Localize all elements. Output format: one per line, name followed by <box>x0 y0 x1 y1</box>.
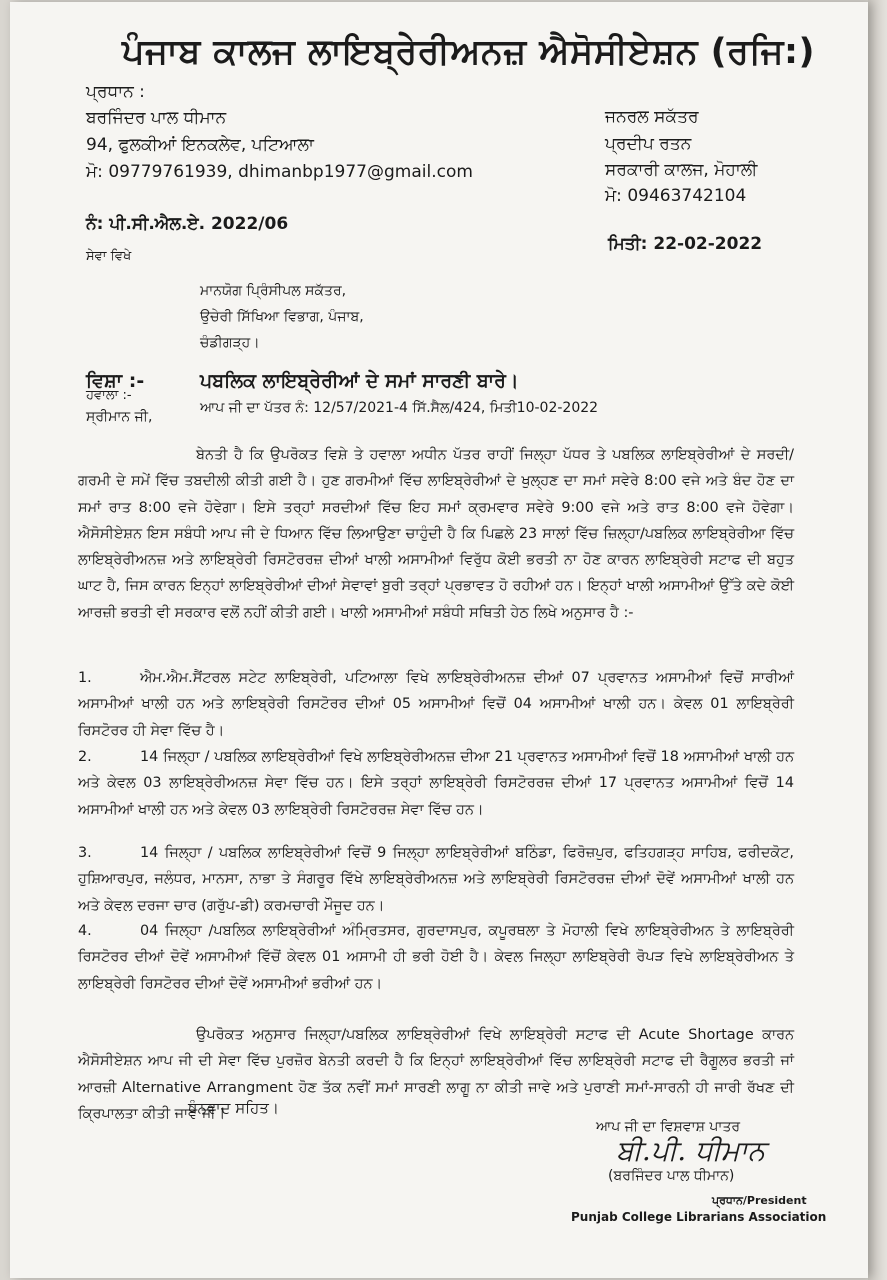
list-item-number: 1. <box>78 670 92 686</box>
list-item-text: ਐਮ.ਐਮ.ਸੈਂਟਰਲ ਸਟੇਟ ਲਾਇਬ੍ਰੇਰੀ, ਪਟਿਆਲਾ ਵਿਖੇ ਲਾਇਬ੍ਰੇਰੀਅਨਜ਼ ਦੀਆਂ 07 ਪ੍ਰਵਾਨਤ ਅਸਾਮੀਆਂ ਵਿਚੋਂ ਸਾਰੀਆਂ ਅਸਾਮੀਆਂ ਖਾਲੀ ਹਨ ਅਤੇ ਲਾਇਬ੍ਰੇਰੀ ਰਿਸਟੋਰਰ ਦੀਆਂ 05 ਅਸਾਮੀਆਂ ਵਿਚੋਂ 04 ਅਸਾਮੀਆਂ ਖਾਲੀ ਹਨ। ਕੇਵਲ 01 ਲਾਇਬ੍ਰੇਰੀ ਰਿਸਟੋਰਰ ਹੀ ਸੇਵਾ ਵਿੱਚ ਹੈ। <box>78 670 794 739</box>
reference-number: ਨੰ: ਪੀ.ਸੀ.ਐਲ.ਏ. 2022/06 <box>86 214 289 234</box>
list-item-1 <box>78 665 794 744</box>
letter-date: ਮਿਤੀ: 22-02-2022 <box>608 234 763 254</box>
president-name: ਬਰਜਿੰਦਰ ਪਾਲ ਧੀਮਾਨ <box>86 108 227 128</box>
addressee-line2: ਉਚੇਰੀ ਸਿੱਖਿਆ ਵਿਭਾਗ, ਪੰਜਾਬ, <box>200 309 364 325</box>
president-contact: ਮੋ: 09779761939, dhimanbp1977@gmail.com <box>86 162 473 182</box>
thanks-line: ਧੰਨਵਾਦ ਸਹਿਤ। <box>188 1099 279 1117</box>
subject-label: ਵਿਸ਼ਾ :- <box>86 370 145 392</box>
list-item-text: 04 ਜਿਲ੍ਹਾ /ਪਬਲਿਕ ਲਾਇਬ੍ਰੇਰੀਆਂ ਅੰਮ੍ਰਿਤਸਰ, ਗੁਰਦਾਸਪੁਰ, ਕਪੂਰਥਲਾ ਤੇ ਮੋਹਾਲੀ ਵਿਖੇ ਲਾਇਬ੍ਰੇਰੀਅਨ ਤੇ ਲਾਇਬ੍ਰੇਰੀ ਰਿਸਟੋਰਰ ਦੀਆਂ ਦੋਵੇਂ ਅਸਾਮੀਆਂ ਵਿੱਚੋਂ ਕੇਵਲ 01 ਅਸਾਮੀ ਹੀ ਭਰੀ ਹੋਈ ਹੈ। ਕੇਵਲ ਜਿਲ੍ਹਾ ਲਾਇਬ੍ਰੇਰੀ ਰੋਪੜ ਵਿਖੇ ਲਾਇਬ੍ਰੇਰੀਅਨ ਤੇ ਲਾਇਬ੍ਰੇਰੀ ਰਿਸਟੋਰਰ ਦੀਆਂ ਦੋਵੇਂ ਅਸਾਮੀਆਂ ਭਰੀਆਂ ਹਨ। <box>78 923 794 992</box>
secretary-label: ਜਨਰਲ ਸਕੱਤਰ <box>605 107 699 127</box>
stamp-title: ਪ੍ਰਧਾਨ/President <box>712 1194 807 1207</box>
background-edge <box>868 0 887 1280</box>
letter-page <box>10 2 868 1278</box>
president-label: ਪ੍ਰਧਾਨ : <box>86 82 145 102</box>
reference-label: ਹਵਾਲਾ :- <box>86 388 132 403</box>
seva-vikhe: ਸੇਵਾ ਵਿਖੇ <box>86 249 132 264</box>
president-address: 94, ਫੁਲਕੀਆਂ ਇਨਕਲੇਵ, ਪਟਿਆਲਾ <box>86 135 314 155</box>
handwritten-signature: ਬੀ.ਪੀ. ਧੀਮਾਨ <box>616 1134 766 1167</box>
reference-text: ਆਪ ਜੀ ਦਾ ਪੱਤਰ ਨੰ: 12/57/2021-4 ਸਿੱ.ਸੈਲ/424, ਮਿਤੀ10-02-2022 <box>200 400 599 416</box>
body-paragraph-final: ਉਪਰੋਕਤ ਅਨੁਸਾਰ ਜਿਲ੍ਹਾ/ਪਬਲਿਕ ਲਾਇਬ੍ਰੇਰੀਆਂ ਵਿਖੇ ਲਾਇਬ੍ਰੇਰੀ ਸਟਾਫ ਦੀ Acute Shortage ਕਾਰਨ ਐਸੋਸੀਏਸ਼ਨ ਆਪ ਜੀ ਦੀ ਸੇਵਾ ਵਿੱਚ ਪੁਰਜ਼ੋਰ ਬੇਨਤੀ ਕਰਦੀ ਹੈ ਕਿ ਇਨ੍ਹਾਂ ਲਾਇਬ੍ਰੇਰੀਆਂ ਵਿੱਚ ਲਾਇਬ੍ਰੇਰੀ ਸਟਾਫ ਦੀ ਰੈਗੂਲਰ ਭਰਤੀ ਜਾਂ ਆਰਜ਼ੀ Alternative Arrangment ਹੋਣ ਤੱਕ ਨਵੀਂ ਸਮਾਂ ਸਾਰਣੀ ਲਾਗੂ ਨਾ ਕੀਤੀ ਜਾਵੇ ਅਤੇ ਪੁਰਾਣੀ ਸਮਾਂ-ਸਾਰਨੀ ਹੀ ਜਾਰੀ ਰੱਖਣ ਦੀ ਕ੍ਰਿਪਾਲਤਾ ਕੀਤੀ ਜਾਵੇ ਜੀ। <box>78 1027 794 1122</box>
list-item-number: 3. <box>78 845 92 861</box>
secretary-name: ਪ੍ਰਦੀਪ ਰਤਨ <box>605 134 692 154</box>
yours-faithfully: ਆਪ ਜੀ ਦਾ ਵਿਸ਼ਵਾਸ਼ ਪਾਤਰ <box>596 1119 741 1135</box>
list-item-text: 14 ਜਿਲ੍ਹਾ / ਪਬਲਿਕ ਲਾਇਬ੍ਰੇਰੀਆਂ ਵਿਖੇ ਲਾਇਬ੍ਰੇਰੀਅਨਜ਼ ਦੀਆ 21 ਪ੍ਰਵਾਨਤ ਅਸਾਮੀਆਂ ਵਿਚੋਂ 18 ਅਸਾਮੀਆਂ ਖਾਲੀ ਹਨ ਅਤੇ ਕੇਵਲ 03 ਲਾਇਬ੍ਰੇਰੀਅਨਜ਼ ਸੇਵਾ ਵਿੱਚ ਹਨ। ਇਸੇ ਤਰ੍ਹਾਂ ਲਾਇਬ੍ਰੇਰੀ ਰਿਸਟੋਰਰਜ਼ ਦੀਆਂ 17 ਪ੍ਰਵਾਨਤ ਅਸਾਮੀਆਂ ਵਿਚੋਂ 14 ਅਸਾਮੀਆਂ ਖਾਲੀ ਹਨ ਅਤੇ ਕੇਵਲ 03 ਲਾਇਬ੍ਰੇਰੀ ਰਿਸਟੋਰਰਜ਼ ਸੇਵਾ ਵਿੱਚ ਹਨ। <box>78 749 794 818</box>
salutation: ਸ੍ਰੀਮਾਨ ਜੀ, <box>86 409 153 425</box>
org-title: ਪੰਜਾਬ ਕਾਲਜ ਲਾਇਬ੍ਰੇਰੀਅਨਜ਼ ਐਸੋਸੀਏਸ਼ਨ (ਰਜਿ:) <box>122 32 815 72</box>
body-paragraph-main: ਬੇਨਤੀ ਹੈ ਕਿ ਉਪਰੋਕਤ ਵਿਸ਼ੇ ਤੇ ਹਵਾਲਾ ਅਧੀਨ ਪੱਤਰ ਰਾਹੀਂ ਜਿਲ੍ਹਾ ਪੱਧਰ ਤੇ ਪਬਲਿਕ ਲਾਇਬ੍ਰੇਰੀਆਂ ਦੇ ਸਰਦੀ/ਗਰਮੀ ਦੇ ਸਮੇਂ ਵਿੱਚ ਤਬਦੀਲੀ ਕੀਤੀ ਗਈ ਹੈ। ਹੁਣ ਗਰਮੀਆਂ ਵਿੱਚ ਲਾਇਬ੍ਰੇਰੀਆਂ ਦੇ ਖੁਲ੍ਹਣ ਦਾ ਸਮਾਂ ਸਵੇਰੇ 8:00 ਵਜੇ ਅਤੇ ਬੰਦ ਹੋਣ ਦਾ ਸਮਾਂ ਰਾਤ 8:00 ਵਜੇ ਹੋਵੇਗਾ। ਇਸੇ ਤਰ੍ਹਾਂ ਸਰਦੀਆਂ ਵਿੱਚ ਇਹ ਸਮਾਂ ਕ੍ਰਮਵਾਰ ਸਵੇਰੇ 9:00 ਵਜੇ ਅਤੇ ਰਾਤ 8:00 ਵਜੇ ਹੋਵੇਗਾ। ਐਸੋਸੀਏਸ਼ਨ ਇਸ ਸਬੰਧੀ ਆਪ ਜੀ ਦੇ ਧਿਆਨ ਵਿੱਚ ਲਿਆਉਣਾ ਚਾਹੁੰਦੀ ਹੈ ਕਿ ਪਿਛਲੇ 23 ਸਾਲਾਂ ਵਿੱਚ ਜ਼ਿਲ੍ਹਾ/ਪਬਲਿਕ ਲਾਇਬ੍ਰੇਰੀਆ ਵਿੱਚ ਲਾਇਬ੍ਰੇਰੀਅਨਜ਼ ਅਤੇ ਲਾਇਬ੍ਰੇਰੀ ਰਿਸਟੋਰਰਜ਼ ਦੀਆਂ ਖਾਲੀ ਅਸਾਮੀਆਂ ਵਿਰੁੱਧ ਕੋਈ ਭਰਤੀ ਨਾ ਹੋਣ ਕਾਰਨ ਲਾਇਬ੍ਰੇਰੀ ਸਟਾਫ ਦੀ ਬਹੁਤ ਘਾਟ ਹੈ, ਜਿਸ ਕਾਰਨ ਇਨ੍ਹਾਂ ਲਾਇਬ੍ਰੇਰੀਆਂ ਦੀਆਂ ਸੇਵਾਵਾਂ ਬੁਰੀ ਤਰ੍ਹਾਂ ਪ੍ਰਭਾਵਤ ਹੋ ਰਹੀਆਂ ਹਨ। ਇਨ੍ਹਾਂ ਖਾਲੀ ਅਸਾਮੀਆਂ ਉੱਤੇ ਕਦੇ ਕੋਈ ਆਰਜ਼ੀ ਭਰਤੀ ਵੀ ਸਰਕਾਰ ਵਲੋਂ ਨਹੀਂ ਕੀਤੀ ਗਈ। ਖਾਲੀ ਅਸਾਮੀਆਂ ਸਬੰਧੀ ਸਥਿਤੀ ਹੇਠ ਲਿਖੇ ਅਨੁਸਾਰ ਹੈ :- <box>78 447 794 621</box>
list-item-text: 14 ਜਿਲ੍ਹਾ / ਪਬਲਿਕ ਲਾਇਬ੍ਰੇਰੀਆਂ ਵਿਚੋਂ 9 ਜਿਲ੍ਹਾ ਲਾਇਬ੍ਰੇਰੀਆਂ ਬਠਿੰਡਾ, ਫਿਰੋਜ਼ਪੁਰ, ਫਤਿਹਗੜ੍ਹ ਸਾਹਿਬ, ਫਰੀਦਕੋਟ, ਹੁਸ਼ਿਆਰਪੁਰ, ਜਲੰਧਰ, ਮਾਨਸਾ, ਨਾਭਾ ਤੇ ਸੰਗਰੂਰ ਵਿੱਖੇ ਲਾਇਬ੍ਰੇਰੀਅਨਜ਼ ਅਤੇ ਲਾਇਬ੍ਰੇਰੀ ਰਿਸਟੋਰਰਜ਼ ਦੀਆਂ ਦੋਵੇਂ ਅਸਾਮੀਆਂ ਖਾਲੀ ਹਨ ਅਤੇ ਕੇਵਲ ਦਰਜਾ ਚਾਰ (ਗਰੁੱਪ-ਡੀ) ਕਰਮਚਾਰੀ ਮੌਜੂਦ ਹਨ। <box>78 845 794 914</box>
subject-text: ਪਬਲਿਕ ਲਾਇਬ੍ਰੇਰੀਆਂ ਦੇ ਸਮਾਂ ਸਾਰਣੀ ਬਾਰੇ। <box>200 370 519 392</box>
addressee-line1: ਮਾਨਯੋਗ ਪ੍ਰਿੰਸੀਪਲ ਸਕੱਤਰ, <box>200 283 347 299</box>
list-item-4 <box>78 918 794 997</box>
secretary-phone: ਮੋ: 09463742104 <box>605 186 747 206</box>
list-item-number: 2. <box>78 749 92 765</box>
list-item-3 <box>78 840 794 919</box>
stamp-organization: Punjab College Librarians Association <box>571 1210 827 1224</box>
signatory-printed-name: (ਬਰਜਿੰਦਰ ਪਾਲ ਧੀਮਾਨ) <box>608 1168 735 1184</box>
addressee-line3: ਚੰਡੀਗੜ੍ਹ। <box>200 335 260 351</box>
list-item-number: 4. <box>78 923 92 939</box>
list-item-2 <box>78 744 794 823</box>
secretary-address: ਸਰਕਾਰੀ ਕਾਲਜ, ਮੋਹਾਲੀ <box>605 160 758 180</box>
